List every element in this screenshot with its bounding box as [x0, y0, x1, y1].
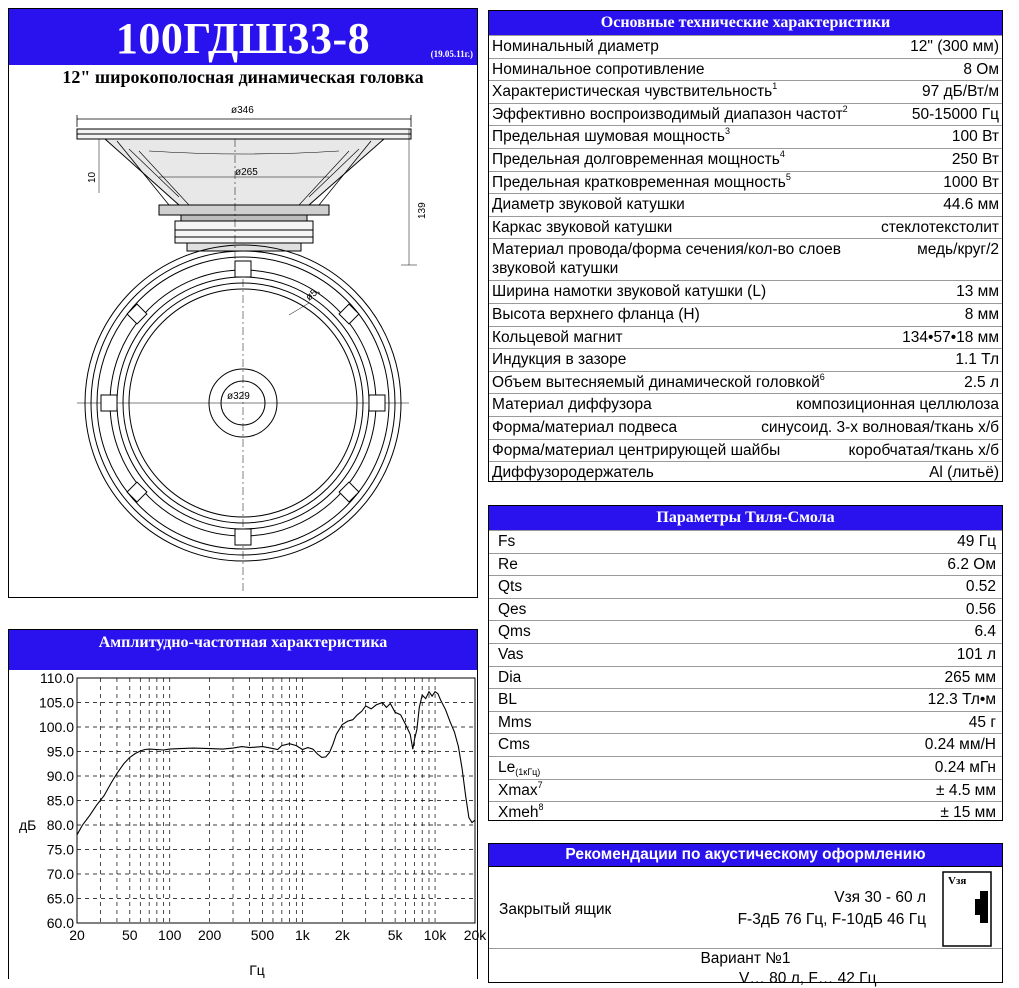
ts-label: [498, 781, 543, 800]
spec-row: [489, 303, 1002, 326]
recommendations-panel: [488, 843, 1003, 987]
x-axis-label: Гц: [249, 962, 265, 978]
ts-table: [488, 505, 1003, 821]
ts-value: 6.4: [974, 623, 996, 641]
spec-label: [492, 418, 677, 437]
variant-params: V… 80 л, F… 42 Гц: [739, 970, 877, 987]
ts-label: [498, 758, 540, 777]
x-tick-label: 200: [197, 927, 222, 943]
ts-label: [498, 577, 522, 596]
spec-label: [492, 305, 700, 324]
ts-value: 265 мм: [944, 668, 996, 686]
x-tick-label: 5k: [387, 927, 403, 943]
response-curve: [77, 692, 475, 835]
speaker-subtitle: 12" широкополосная динамическая головка: [62, 67, 424, 87]
spec-label-text: Диаметр звуковой катушки: [492, 196, 685, 214]
spec-footnote-mark: 1: [772, 81, 778, 92]
model-date: (19.05.11г.): [430, 49, 473, 59]
ts-label: [498, 668, 521, 687]
ts-row: [489, 801, 1002, 824]
spec-value: 1.1 Тл: [955, 351, 999, 369]
spec-row: [489, 393, 1002, 416]
ts-label-text: Mms: [498, 713, 532, 731]
ts-row: [489, 598, 1002, 621]
ts-row: [489, 756, 1002, 779]
spec-value: 13 мм: [956, 283, 999, 301]
spec-value: 12" (300 мм): [910, 38, 999, 55]
title-panel: [8, 8, 478, 598]
spec-label-text: Кольцевой магнит: [492, 328, 623, 346]
spec-label-text: Диффузородержатель: [492, 464, 654, 482]
ts-value: ± 15 мм: [940, 804, 996, 822]
ts-footnote-mark: 7: [537, 779, 543, 790]
specs-table: [488, 10, 1003, 482]
chart-title: Амплитудно-частотная характеристика: [9, 630, 477, 670]
spec-row: [489, 125, 1002, 148]
ts-value: 12.3 Тл•м: [927, 691, 996, 709]
ts-label-text: Qms: [498, 623, 531, 641]
spec-label-text: Форма/материал подвеса: [492, 418, 678, 436]
spec-value: 44.6 мм: [943, 196, 999, 214]
spec-row: [489, 461, 1002, 484]
x-tick-label: 1k: [294, 927, 310, 943]
ts-label-text: Qts: [498, 578, 523, 596]
spec-row: [489, 193, 1002, 216]
spec-label-text: Эффективно воспроизводимый диапазон частот: [492, 105, 843, 123]
y-tick-label: 90.0: [46, 768, 74, 784]
closed-box-frequencies: F-3дБ 76 Гц, F-10дБ 46 Гц: [737, 911, 926, 928]
spec-value: 50-15000 Гц: [911, 105, 999, 123]
y-tick-label: 75.0: [46, 841, 74, 858]
spec-label: [492, 395, 652, 414]
spec-label-text: Предельная долговременная мощность: [492, 150, 780, 168]
y-tick-label: 100.0: [38, 719, 74, 735]
spec-label: [492, 82, 777, 101]
spec-label: [492, 328, 623, 347]
y-tick-label: 105.0: [38, 694, 74, 711]
title-bar: [9, 9, 477, 65]
spec-label-text: Материал провода/форма сечения/кол-во слоев звуковой катушки: [492, 241, 842, 278]
spec-value: 8 Ом: [963, 60, 999, 78]
spec-footnote-mark: 2: [842, 103, 848, 114]
y-tick-label: 85.0: [46, 792, 74, 809]
spec-label-text: Номинальное сопротивление: [492, 60, 705, 78]
ts-label-text: Xmeh: [498, 804, 539, 822]
closed-box-label: Закрытый ящик: [499, 901, 612, 918]
spec-label: [492, 150, 785, 169]
ts-value: 0.24 мГн: [934, 758, 996, 776]
ts-rows: [489, 530, 1002, 824]
spec-label-text: Предельная кратковременная мощность: [492, 173, 786, 191]
ts-label-text: Xmax: [498, 781, 538, 799]
spec-label-text: Индукция в зазоре: [492, 351, 627, 369]
y-tick-label: 80.0: [46, 817, 74, 833]
ts-label-text: Dia: [498, 668, 522, 686]
x-tick-label: 100: [158, 927, 182, 943]
spec-label-text: Высота верхнего фланца (H): [492, 305, 700, 323]
ts-value: 101 л: [956, 645, 996, 663]
ts-value: 6.2 Ом: [947, 555, 996, 573]
variant-title: Вариант №1: [700, 950, 791, 967]
spec-footnote-mark: 4: [779, 148, 785, 159]
y-tick-label: 110.0: [40, 670, 74, 686]
spec-value: 97 дБ/Вт/м: [922, 83, 999, 101]
spec-label-text: Форма/материал центрирующей шайбы: [492, 441, 781, 459]
spec-label-text: Характеристическая чувствительность: [492, 83, 773, 101]
ts-label: [498, 713, 532, 732]
spec-footnote-mark: 5: [785, 171, 791, 182]
spec-row: [489, 216, 1002, 239]
spec-label-text: Объем вытесняемый динамической головкой: [492, 373, 820, 391]
specs-title: Основные технические характеристики: [489, 11, 1002, 35]
x-tick-label: 20: [69, 927, 85, 943]
dim-depth: 139: [417, 202, 428, 219]
ts-label-text: Vas: [498, 645, 524, 663]
x-tick-label: 500: [250, 927, 275, 943]
spec-label: [492, 441, 780, 460]
x-tick-label: 20k: [463, 927, 487, 943]
ts-title: Параметры Тиля-Смола: [489, 506, 1002, 530]
spec-label: [492, 127, 730, 146]
x-tick-label: 10k: [423, 927, 447, 943]
closed-box-icon: [942, 871, 992, 947]
specs-rows: [489, 35, 1002, 484]
dim-flange: 10: [87, 171, 98, 183]
ts-row: [489, 553, 1002, 576]
ts-label-subscript: (1кГц): [515, 766, 541, 777]
spec-row: [489, 103, 1002, 126]
ts-value: 0.24 мм/Н: [924, 736, 996, 754]
spec-value: 8 мм: [964, 305, 999, 323]
spec-row: [489, 171, 1002, 194]
spec-label: [492, 105, 848, 124]
dim-holes: ø5,: [303, 285, 323, 304]
ts-label: [498, 622, 531, 641]
spec-value: композиционная целлюлоза: [795, 396, 999, 414]
spec-label: [492, 240, 852, 278]
spec-value: 134•57•18 мм: [902, 328, 999, 346]
ts-label-text: Re: [498, 555, 518, 573]
spec-label: [492, 195, 685, 214]
ts-footnote-mark: 8: [538, 802, 544, 813]
recommendations-title: Рекомендации по акустическому оформлению: [489, 844, 1002, 866]
spec-label: [492, 37, 659, 56]
x-tick-label: 2k: [334, 927, 350, 943]
ts-label-text: BL: [498, 691, 517, 709]
ts-label: [498, 735, 530, 754]
spec-label-text: Ширина намотки звуковой катушки (L): [492, 283, 767, 301]
model-title: 100ГДШ33-8: [115, 14, 371, 63]
ts-row: [489, 666, 1002, 689]
y-tick-label: 70.0: [46, 866, 74, 882]
spec-value: Al (литьё): [929, 464, 999, 482]
spec-row: [489, 35, 1002, 58]
spec-row: [489, 238, 1002, 280]
spec-row: [489, 348, 1002, 371]
spec-label: [492, 173, 791, 192]
ts-label: [498, 532, 515, 551]
spec-label-text: Номинальный диаметр: [492, 38, 659, 55]
spec-value: медь/круг/2: [917, 241, 999, 259]
ts-row: [489, 530, 1002, 553]
dim-cone: ø265: [235, 167, 258, 178]
ts-row: [489, 711, 1002, 734]
spec-label-text: Предельная шумовая мощность: [492, 128, 725, 146]
ts-label: [498, 645, 524, 664]
x-tick-label: 50: [122, 927, 138, 943]
spec-row: [489, 58, 1002, 81]
spec-row: [489, 439, 1002, 462]
ts-label: [498, 555, 518, 574]
spec-row: [489, 148, 1002, 171]
frequency-response-panel: [8, 629, 487, 979]
ts-label: [498, 803, 544, 822]
spec-label: [492, 350, 626, 369]
ts-value: 0.52: [965, 578, 996, 596]
ts-value: 49 Гц: [957, 533, 996, 550]
ts-label: [498, 690, 517, 709]
frequency-response-chart: [9, 670, 487, 980]
spec-row: [489, 326, 1002, 349]
closed-box-volume: Vзя 30 - 60 л: [834, 889, 926, 906]
y-tick-label: 95.0: [46, 743, 74, 760]
ts-value: 0.56: [965, 600, 996, 618]
ts-label-text: Cms: [498, 736, 530, 754]
ts-label: [498, 600, 526, 619]
ts-value: ± 4.5 мм: [936, 781, 996, 799]
ts-row: [489, 733, 1002, 756]
ts-label-text: Fs: [498, 533, 516, 550]
ts-row: [489, 643, 1002, 666]
ts-label-text: Qes: [498, 600, 527, 618]
ts-row: [489, 779, 1002, 802]
spec-row: [489, 280, 1002, 303]
spec-value: 250 Вт: [951, 150, 999, 168]
spec-footnote-mark: 6: [819, 371, 825, 382]
spec-label-text: Материал диффузора: [492, 396, 652, 414]
spec-value: синусоид. 3-х волновая/ткань х/б: [761, 418, 999, 436]
ts-value: 45 г: [968, 713, 996, 731]
spec-label: [492, 463, 654, 482]
closed-box-icon-label: Vзя: [948, 875, 967, 887]
y-tick-label: 60.0: [46, 915, 74, 931]
spec-label: [492, 282, 766, 301]
y-tick-label: 65.0: [46, 890, 74, 907]
dim-dome: ø329: [227, 391, 250, 402]
spec-label: [492, 373, 825, 392]
spec-value: 1000 Вт: [943, 173, 999, 191]
y-axis-label: дБ: [19, 817, 37, 833]
spec-row: [489, 371, 1002, 394]
spec-value: 2.5 л: [964, 373, 999, 391]
spec-footnote-mark: 3: [725, 126, 731, 137]
spec-label: [492, 218, 672, 237]
spec-value: 100 Вт: [951, 128, 999, 146]
ts-row: [489, 575, 1002, 598]
spec-label: [492, 60, 705, 79]
dim-overall: ø346: [231, 105, 254, 116]
spec-value: стеклотекстолит: [880, 218, 999, 236]
spec-row: [489, 416, 1002, 439]
spec-label-text: Каркас звуковой катушки: [492, 218, 673, 236]
speaker-drawing: [9, 93, 477, 593]
spec-value: коробчатая/ткань х/б: [848, 441, 999, 459]
spec-row: [489, 80, 1002, 103]
ts-label-text: Le: [498, 758, 516, 776]
closed-box-row: [489, 866, 1002, 949]
ts-row: [489, 620, 1002, 643]
ts-row: [489, 688, 1002, 711]
